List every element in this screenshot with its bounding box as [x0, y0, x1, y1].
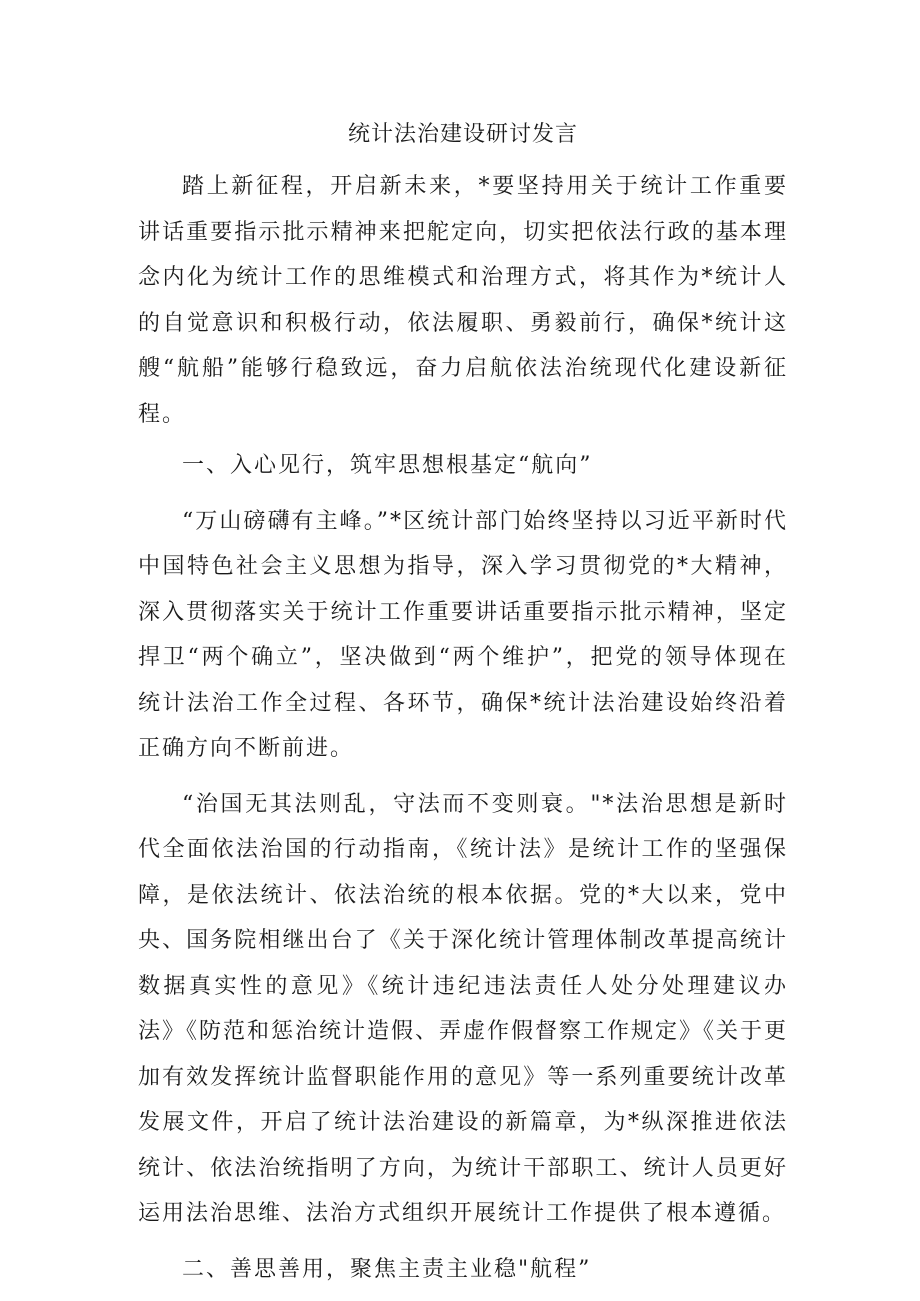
intro-paragraph: 踏上新征程，开启新未来，*要坚持用关于统计工作重要讲话重要指示批示精神来把舵定向，切实把依法行政的基本理念内化为统计工作的思维模式和治理方式，将其作为*统计人的自觉意识和积极行动，依法履职、勇毅前行，确保*统计这艘“航船”能够行稳致远，奋力启航依法治统现代化建设新征程。	[138, 174, 788, 427]
document-title: 统计法治建设研讨发言	[347, 122, 578, 147]
document-body	[138, 112, 788, 1292]
spacer	[138, 772, 788, 782]
section1-paragraph-1: “万山磅礴有主峰。”*区统计部门始终坚持以习近平新时代中国特色社会主义思想为指导，深入学习贯彻党的*大精神，深入贯彻落实关于统计工作重要讲话重要指示批示精神，坚定捍卫“两个确立”，坚决做到“两个维护”，把党的领导体现在统计法治工作全过程、各环节，确保*统计法治建设始终沿着正确方向不断前进。	[138, 508, 788, 761]
section-heading-2: 二、善思善用，聚焦主责主业稳"航程”	[182, 1256, 592, 1282]
section1-paragraph-2: “治国无其法则乱，守法而不变则衰。"*法治思想是新时代全面依法治国的行动指南，《统计法》是统计工作的坚强保障，是依法统计、依法治统的根本依据。党的*大以来，党中央、国务院相继出台了《关于深化统计管理体制改革提高统计数据真实性的意见》《统计违纪违法责任人处分处理建议办法》《防范和惩治统计造假、弄虚作假督察工作规定》《关于更加有效发挥统计监督职能作用的意见》等一系列重要统计改革发展文件，开启了统计法治建设的新篇章，为*纵深推进依法统计、依法治统指明了方向，为统计干部职工、统计人员更好运用法治思维、法治方式组织开展统计工作提供了根本遵循。	[138, 791, 789, 1226]
spacer	[138, 489, 788, 499]
section-heading-1: 一、入心见行，筑牢思想根基定“航向”	[182, 453, 593, 478]
spacer	[138, 1237, 788, 1247]
